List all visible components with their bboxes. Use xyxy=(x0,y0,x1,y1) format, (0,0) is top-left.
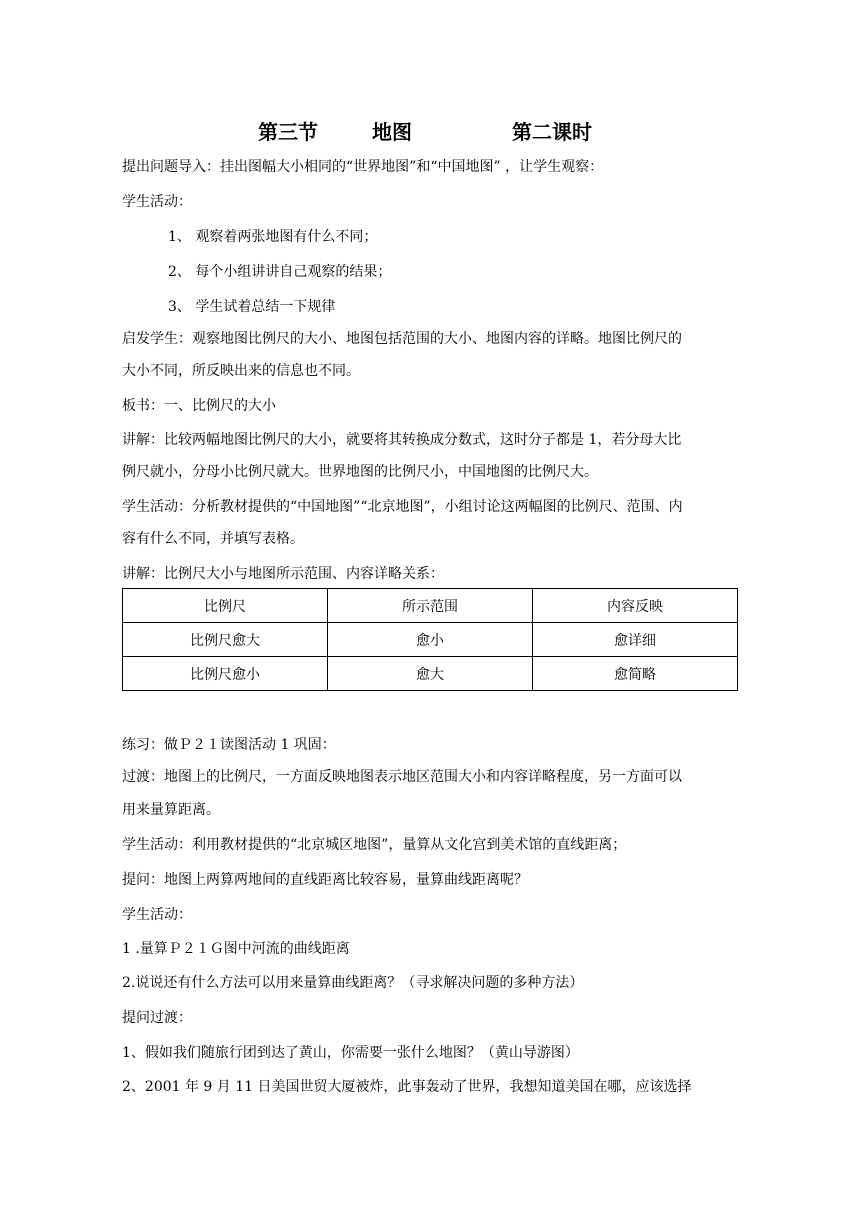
title-topic: 地图 xyxy=(372,120,412,144)
paragraph-student-activity2: 学生活动： xyxy=(122,907,192,923)
scale-table xyxy=(122,588,738,691)
paragraph-board: 板书：一、比例尺的大小 xyxy=(122,398,276,414)
paragraph-explain-line2: 例尺就小，分母小比例尺就大。世界地图的比例尺小，中国地图的比例尺大。 xyxy=(122,464,598,480)
table-cell: 比例尺愈大 xyxy=(123,623,328,657)
paragraph-exercise: 练习：做Ｐ２１读图活动 1 巩固： xyxy=(122,737,336,753)
table-cell: 愈简略 xyxy=(533,657,738,691)
list-item-2: 2、 每个小组讲讲自己观察的结果； xyxy=(168,264,392,280)
paragraph-student-activity: 学生活动： xyxy=(122,194,192,210)
list-item-1: 1、 观察着两张地图有什么不同； xyxy=(168,229,378,245)
paragraph-question: 提问：地图上两算两地间的直线距离比较容易，量算曲线距离呢？ xyxy=(122,872,528,888)
title-lesson: 第二课时 xyxy=(512,120,592,144)
table-header-cell: 比例尺 xyxy=(123,589,328,623)
table-cell: 愈小 xyxy=(328,623,533,657)
title-section: 第三节 xyxy=(258,120,318,144)
table-header-cell: 内容反映 xyxy=(533,589,738,623)
paragraph-transition-line1: 过渡：地图上的比例尺，一方面反映地图表示地区范围大小和内容详略程度，另一方面可以 xyxy=(122,769,682,785)
table-row xyxy=(123,657,738,691)
paragraph-question-transition: 提问过渡： xyxy=(122,1010,192,1026)
list-item-measure: 1 .量算Ｐ２１Ｇ图中河流的曲线距离 xyxy=(122,941,350,957)
paragraph-explain2: 讲解：比例尺大小与地图所示范围、内容详略关系： xyxy=(122,566,444,582)
list-item-huangshan: 1、假如我们随旅行团到达了黄山，你需要一张什么地图？（黄山导游图） xyxy=(122,1045,579,1061)
paragraph-transition-line2: 用来量算距离。 xyxy=(122,802,220,818)
table-cell: 愈详细 xyxy=(533,623,738,657)
table-cell: 比例尺愈小 xyxy=(123,657,328,691)
paragraph-inspire-line2: 大小不同，所反映出来的信息也不同。 xyxy=(122,363,360,379)
paragraph-activity2-line2: 容有什么不同，并填写表格。 xyxy=(122,531,304,547)
paragraph-activity2-line1: 学生活动：分析教材提供的“中国地图”“北京地图”，小组讨论这两幅图的比例尺、范围、内 xyxy=(122,499,683,515)
paragraph-inspire-line1: 启发学生：观察地图比例尺的大小、地图包括范围的大小、地图内容的详略。地图比例尺的 xyxy=(122,331,682,347)
paragraph-intro: 提出问题导入：挂出图幅大小相同的“世界地图”和“中国地图” ，让学生观察： xyxy=(122,159,604,175)
page-title xyxy=(0,116,860,142)
paragraph-activity3: 学生活动：利用教材提供的“北京城区地图”，量算从文化宫到美术馆的直线距离； xyxy=(122,837,627,853)
paragraph-explain-line1: 讲解：比较两幅地图比例尺的大小，就要将其转换成分数式，这时分子都是 1，若分母大比 xyxy=(122,432,682,448)
table-header-row xyxy=(123,589,738,623)
table-cell: 愈大 xyxy=(328,657,533,691)
table-header-cell: 所示范围 xyxy=(328,589,533,623)
list-item-usa: 2、2001 年 9 月 11 日美国世贸大厦被炸，此事轰动了世界，我想知道美国在哪，应该选择 xyxy=(122,1079,692,1095)
list-item-3: 3、 学生试着总结一下规律 xyxy=(168,299,336,315)
list-item-methods: 2.说说还有什么方法可以用来量算曲线距离？（寻求解决问题的多种方法） xyxy=(122,975,584,991)
table-row xyxy=(123,623,738,657)
